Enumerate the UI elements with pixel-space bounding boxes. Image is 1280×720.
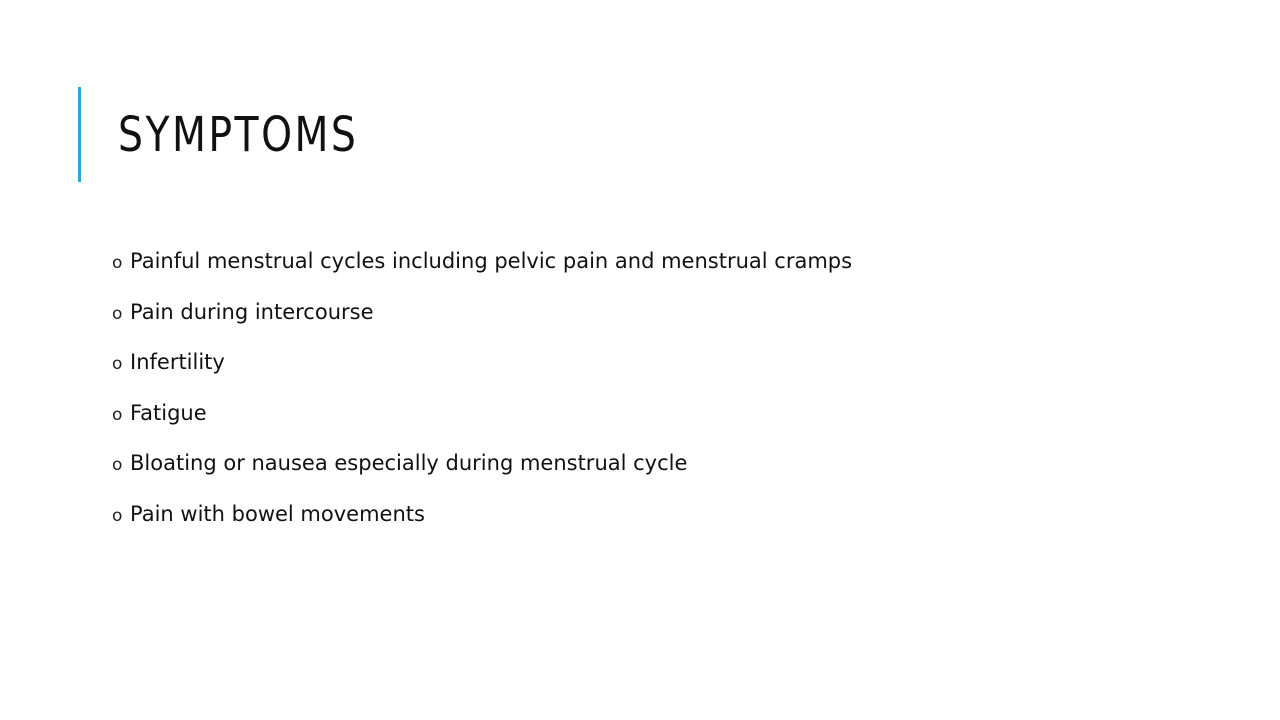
- bullet-icon: o: [112, 404, 123, 425]
- bullet-icon: o: [112, 455, 123, 475]
- list-item-text: Pain during intercourse: [130, 299, 374, 324]
- list-item-text: Pain with bowel movements: [130, 501, 425, 526]
- list-item-text: Bloating or nausea especially during menstrual cycle: [130, 451, 688, 475]
- list-item: [112, 446, 852, 497]
- list-item-text: Painful menstrual cycles including pelvic pain and menstrual cramps: [130, 249, 853, 273]
- list-item: [112, 244, 852, 295]
- list-item: [112, 497, 852, 548]
- bullet-icon: o: [112, 505, 123, 526]
- slide-title: SYMPTOMS: [118, 107, 359, 163]
- list-item: [112, 396, 852, 447]
- list-item: [112, 295, 852, 346]
- list-item: [112, 345, 852, 396]
- symptom-list: [112, 244, 852, 547]
- title-accent-bar: [78, 87, 81, 182]
- list-item-text: Fatigue: [130, 400, 207, 425]
- list-item-text: Infertility: [130, 350, 225, 374]
- bullet-icon: o: [112, 253, 123, 273]
- bullet-icon: o: [112, 354, 123, 374]
- bullet-icon: o: [112, 303, 123, 324]
